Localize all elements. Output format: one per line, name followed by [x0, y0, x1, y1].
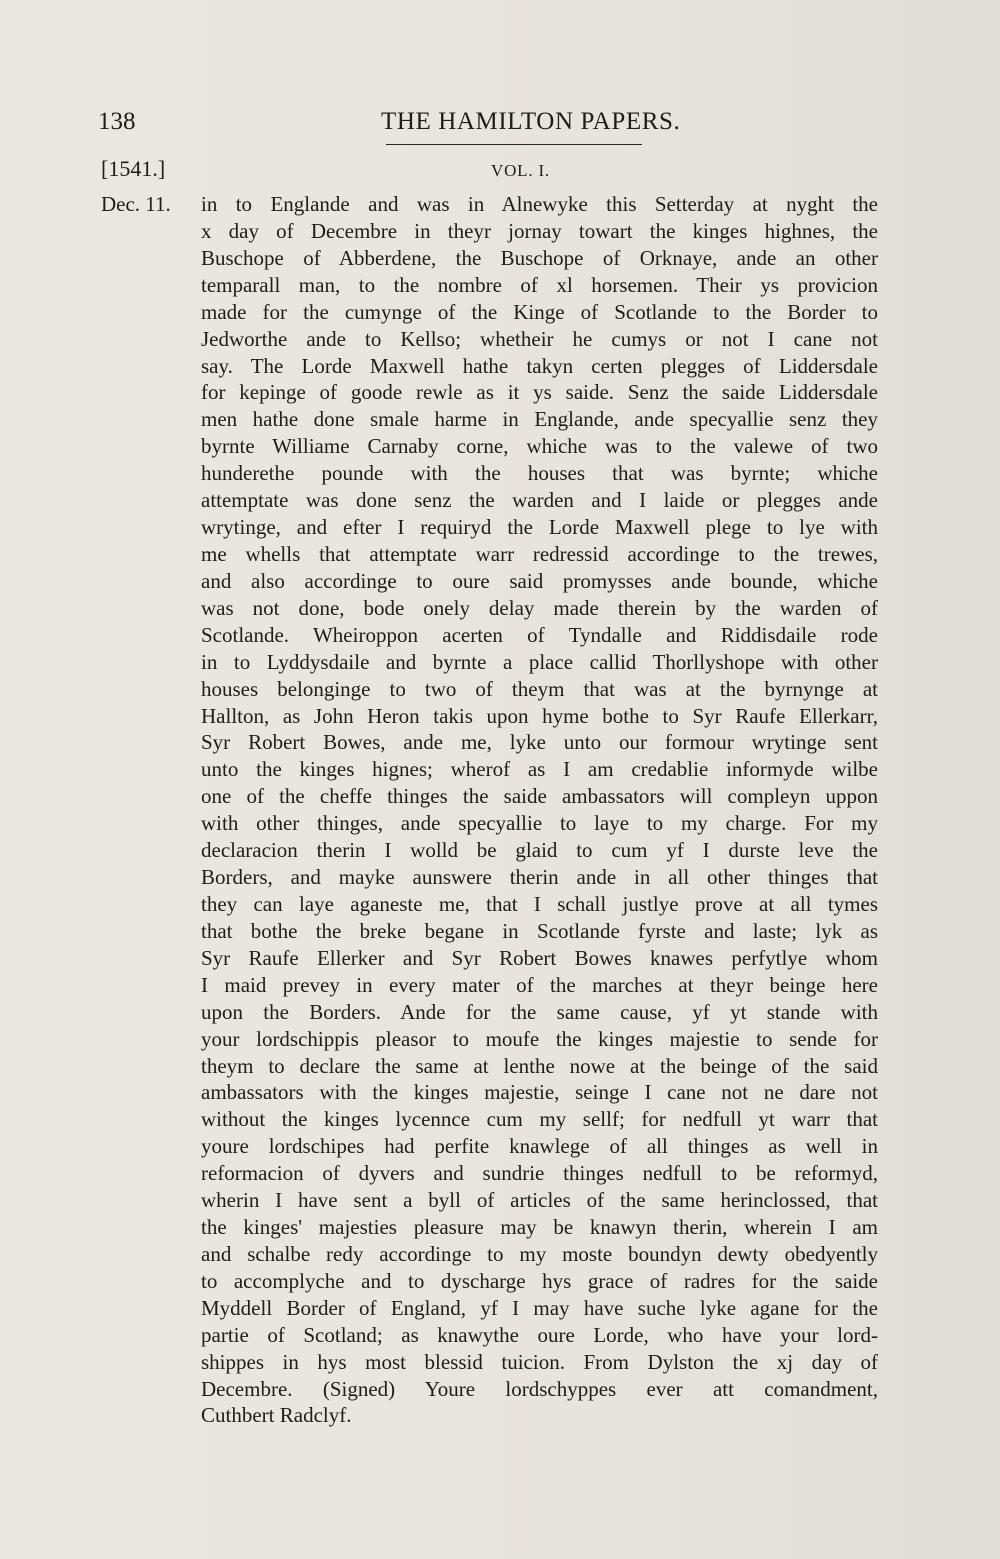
text-line: Syr Raufe Ellerker and Syr Robert Bowes knawes perfytlye whom — [201, 945, 878, 970]
text-line: that bothe the breke begane in Scotlande fyrste and laste; lyk as — [201, 918, 878, 943]
text-line: temparall man, to the nombre of xl horsemen. Their ys provicion — [201, 272, 878, 297]
text-line: one of the cheffe thinges the saide ambassators will compleyn uppon — [201, 784, 878, 809]
text-line: Scotlande. Wheiroppon acerten of Tyndalle and Riddisdaile rode — [201, 622, 878, 647]
text-line: Decembre. (Signed) Youre lordschyppes ever att comandment, — [201, 1376, 878, 1401]
header-rule — [386, 144, 642, 145]
text-line: attemptate was done senz the warden and I laide or plegges ande — [201, 488, 878, 513]
text-line: Buschope of Abberdene, the Buschope of Orknaye, ande an other — [201, 245, 878, 270]
text-line: and schalbe redy accordinge to my moste boundyn dewty obedyently — [201, 1241, 878, 1266]
text-line: theym to declare the same at lenthe nowe at the beinge of the said — [201, 1053, 878, 1078]
text-line: Syr Robert Bowes, ande me, lyke unto our formour wrytinge sent — [201, 730, 878, 755]
text-line: shippes in hys most blessid tuicion. From Dylston the xj day of — [201, 1349, 878, 1374]
text-line: men hathe done smale harme in Englande, ande specyallie senz they — [201, 407, 878, 432]
text-line: I maid prevey in every mater of the marches at theyr beinge here — [201, 972, 878, 997]
text-line: reformacion of dyvers and sundrie thinges nedfull to be reformyd, — [201, 1161, 878, 1186]
text-line: upon the Borders. Ande for the same cause, yf yt stande with — [201, 999, 878, 1024]
text-line: they can laye aganeste me, that I schall justlye prove at all tymes — [201, 891, 878, 916]
text-line: to accomplyche and to dyscharge hys grace of radres for the saide — [201, 1268, 878, 1293]
text-line: in to Englande and was in Alnewyke this Setterday at nyght the — [201, 192, 878, 216]
text-line: hunderethe pounde with the houses that was byrnte; whiche — [201, 461, 878, 486]
text-line: Myddell Border of England, yf I may have suche lyke agane for the — [201, 1295, 878, 1320]
text-line: wrytinge, and efter I requiryd the Lorde Maxwell plege to lye with — [201, 515, 878, 540]
text-line: without the kinges lycennce cum my sellf; for nedfull yt warr that — [201, 1107, 878, 1132]
text-line: byrnte Williame Carnaby corne, whiche was to the valewe of two — [201, 434, 878, 459]
text-line: the kinges' majesties pleasure may be knawyn therin, wherein I am — [201, 1215, 878, 1240]
book-title: THE HAMILTON PAPERS. — [381, 108, 681, 135]
text-line: for kepinge of goode rewle as it ys saide. Senz the saide Liddersdale — [201, 380, 878, 405]
text-line: houses belonginge to two of theym that was at the byrnynge at — [201, 676, 878, 701]
text-line: ambassators with the kinges majestie, seinge I cane not ne dare not — [201, 1080, 878, 1105]
text-line: youre lordschipes had perfite knawlege of all thinges as well in — [201, 1134, 878, 1159]
text-line: your lordschippis pleasor to moufe the kinges majestie to sende for — [201, 1026, 878, 1051]
entry-date: Dec. 11. — [101, 192, 171, 216]
text-line: and also accordinge to oure said promysses ande bounde, whiche — [201, 568, 878, 593]
text-line: x day of Decembre in theyr jornay towart the kinges highnes, the — [201, 218, 878, 243]
text-line: Cuthbert Radclyf. — [201, 1403, 352, 1428]
letter-body — [201, 191, 878, 1429]
text-line: partie of Scotland; as knawythe oure Lorde, who have your lord- — [201, 1322, 878, 1347]
text-line: made for the cumynge of the Kinge of Scotlande to the Border to — [201, 299, 878, 324]
text-line: me whells that attemptate warr redressid accordinge to the trewes, — [201, 541, 878, 566]
text-line: unto the kinges hignes; wherof as I am credablie informyde wilbe — [201, 757, 878, 782]
text-line: in to Lyddysdaile and byrnte a place callid Thorllyshope with other — [201, 649, 878, 674]
year-label: [1541.] — [101, 156, 166, 181]
text-line: wherin I have sent a byll of articles of the same herinclossed, that — [201, 1188, 878, 1213]
page-number: 138 — [98, 108, 136, 135]
volume-label: VOL. I. — [491, 161, 550, 180]
text-line: Jedworthe ande to Kellso; whetheir he cumys or not I cane not — [201, 326, 878, 351]
text-line: declaracion therin I wolld be glaid to cum yf I durste leve the — [201, 838, 878, 863]
text-line: with other thinges, ande specyallie to laye to my charge. For my — [201, 811, 878, 836]
text-line: Hallton, as John Heron takis upon hyme bothe to Syr Raufe Ellerkarr, — [201, 703, 878, 728]
running-head — [98, 106, 898, 146]
text-line: was not done, bode onely delay made therein by the warden of — [201, 595, 878, 620]
text-line: Borders, and mayke aunswere therin ande in all other thinges that — [201, 865, 878, 890]
text-line: say. The Lorde Maxwell hathe takyn certen plegges of Liddersdale — [201, 353, 878, 378]
